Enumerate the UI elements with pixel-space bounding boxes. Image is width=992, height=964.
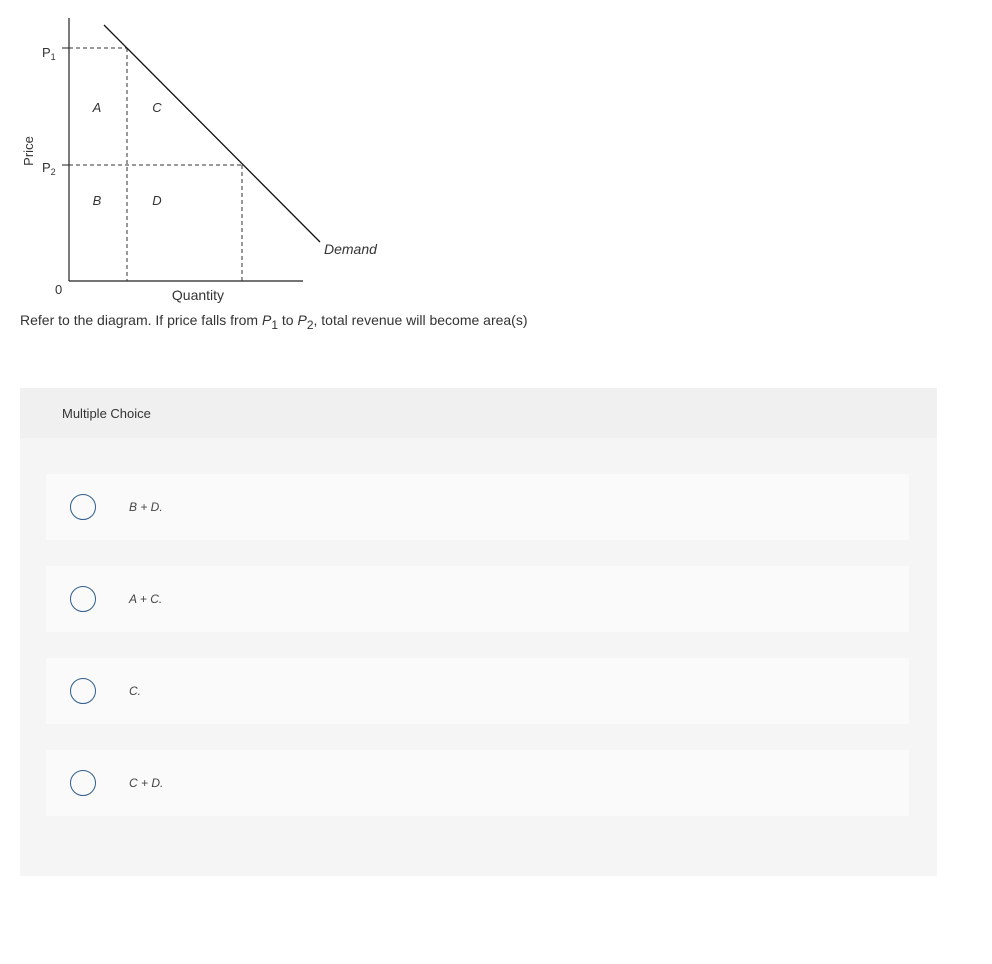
option-2-label: A + C. (129, 592, 163, 606)
multiple-choice-panel (20, 388, 937, 876)
question-text (20, 312, 528, 332)
question-p2-sub: 2 (306, 317, 314, 332)
demand-label: Demand (324, 241, 377, 257)
area-c-label: C (152, 100, 162, 115)
area-b-label: B (92, 193, 102, 208)
option-1[interactable] (46, 474, 909, 540)
x-axis-label: Quantity (171, 287, 225, 303)
question-p2: P (297, 312, 307, 328)
multiple-choice-header: Multiple Choice (20, 388, 937, 438)
option-3-label: C. (129, 684, 141, 698)
p2-label: $P_2$ (42, 160, 56, 177)
question-p1-sub: 1 (271, 317, 279, 332)
question-suffix: , total revenue will become area(s) (313, 312, 528, 328)
y-axis-label: Price (21, 136, 36, 166)
option-1-label: B + D. (129, 500, 163, 514)
option-2[interactable] (46, 566, 909, 632)
question-p1: P (261, 312, 272, 328)
question-middle: to (278, 312, 298, 328)
area-d-label: D (152, 193, 162, 208)
demand-diagram (0, 0, 620, 310)
origin-label: 0 (55, 282, 63, 297)
demand-curve (104, 25, 320, 242)
option-3[interactable] (46, 658, 909, 724)
radio-icon[interactable] (70, 678, 96, 704)
p1-label: $P_1$ (42, 45, 56, 62)
radio-icon[interactable] (70, 586, 96, 612)
radio-icon[interactable] (70, 494, 96, 520)
option-4-label: C + D. (129, 776, 164, 790)
area-a-label: A (92, 100, 102, 115)
option-4[interactable] (46, 750, 909, 816)
radio-icon[interactable] (70, 770, 96, 796)
question-prefix: Refer to the diagram. If price falls from (20, 312, 262, 328)
